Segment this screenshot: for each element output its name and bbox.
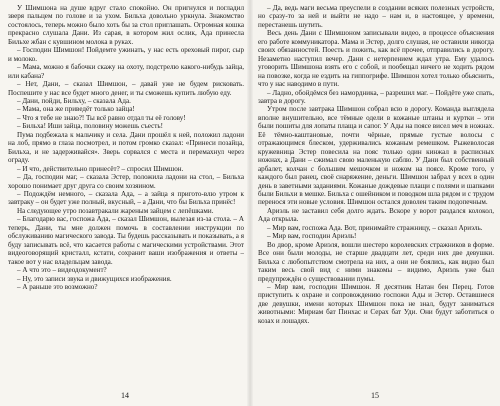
paragraph: – Мир вам, господин Ариэль!: [267, 232, 357, 241]
paragraph: – И что, действительно принесёт? – спросил Шимшон.: [17, 164, 184, 173]
paragraph: – А раньше это возможно?: [17, 282, 98, 291]
paragraph: – Подождём немного, – сказала Ада, – а зайца я пригото-влю утром к завтраку – он будет уже полный, вкусный, – а Дани, что бы Бильха принёс!: [8, 189, 244, 207]
page-number: 15: [371, 391, 379, 400]
paragraph: У Шимшона на душе вдруг стало спокойно. Он пригнулся и погладил зверя пальцем по голове и за ухом. Бильха довольно уркнула. Знакомство состоялось, теперь можно было хоть бы за стол приглашать. Огромная кошка прекрасно слушала Дани. Из сарая, в котором жил ослик, Ада принесла Бильхе жбан с кувшином молока в руках.: [8, 4, 244, 46]
left-page-text: [8, 4, 244, 386]
right-page: [250, 0, 500, 406]
paragraph: – Мир вам, господин Шимшон. Я десятник Натан бен Перец. Готов приступить к охране и сопровождению госпожи Ады и Эстер. Оставшиеся две девушки, имени которых Шимшон пока не знал, будут заниматься животными: Мириам бат Пинхас и Серах бат Уди. Они будут заботиться о козах и лошадях.: [258, 282, 494, 325]
paragraph: – Господин Шимшон! Пойдемте ужинать, у нас есть ореховый пирог, сыр и молоко.: [8, 46, 244, 63]
paragraph: Утром после завтрака Шимшон собрал всю в дорогу. Команда выглядела вполне внушительно, все тёмные одели в кожаные штаны и куртки – эти были пошиты для лопаты плаща и сапог. У Ады на поясе висел меч в ножнах. Её тёмно-каштановые, почти чёрные, прямые густые волосы с отражающимся блеском, удерживались кожаным ремешком. Рыжеволосая кружевница Эстер повесила на пояс только один кинжал в расписных ножнах, а Дани – сжимал свою маленькую саблю. У Дани был собственный арбалет, колчан с большим мешочком и ножом на поясе. Кроме того, у каждого был ранец, своё снаряжение, деньги. Шимшон забрал у всех в один день в заветными заданиями. Кожаные дождевые плащи с полями и шапками были Бильхи в мешке. Бильха с ошейником и поводком шла рядом и с трудом перенося эти новые условия. Шимшон остался доволен таким подопечным.: [258, 105, 494, 207]
right-page-text: [258, 4, 494, 386]
paragraph: – Мир вам, госпожа Ада. Вот, принимайте стражницу, – сказал Ариэль.: [267, 223, 483, 232]
paragraph: На следующее утро позавтракали жареным зайцем с лепёшками.: [17, 206, 214, 215]
paragraph: – Бильха! Иши зайца, половину можешь съесть!: [17, 122, 163, 131]
paragraph: – Да, господин маг, – сказала Эстер, положила ладони на стол, – Бильха хорошо понимает друг друга со своим хозяином.: [8, 173, 244, 190]
paragraph: – Ладно, обойдёмся без намордника, – разрешил маг. – Пойдёте уже спать, завтра в дорогу.: [258, 88, 494, 105]
paragraph: – Дани, пойди, Бильху, – сказала Ада.: [17, 96, 131, 105]
book-gutter: [247, 0, 253, 406]
paragraph: Ариэль не заставил себя долго ждать. Вскоре у ворот раздался колокол, Ада открыла.: [258, 206, 494, 224]
paragraph: Весь день Дани с Шимшоном записывали видео, в процессе объяснения его работе коммуникатора. Мама и Эстер, долго слушая, не оставили никогда своих обязанностей. Поесть и пожить, как всё прочее, отправились в дорогу. Незаметно наступил вечер. Дани с нетерпением ждал утра. Ему удалось уговорить Шимшона взять его с собой, и пообещал ничего не ходить рядом на повозке, когда не ездить на гиппогрифе. Шимшон хотел только обьяснить, что у нас наводимо в пути.: [258, 29, 494, 89]
paragraph: – Благодарю вас, госпожа Ада, – сказал Шимшон, вылезая из-за стола. – А теперь, Дани, ты мне должен помочь в составлении инструкции по обслуживанию магического завода. Ты будешь рассказывать и показывать, а я буду записывать всё, что касается работы с магическими устройствами. Этот видеоговорящий кристалл, кстати, сохранит ваши изображения и ответы – такое вот у нас владельцам завода.: [8, 215, 244, 266]
paragraph: – Мама, она же приведёт только зайца!: [17, 105, 135, 114]
paragraph: – Нет, Дани, – сказал Шимшон, – давай уже не будем рисковать. Поспешите у нас все будет много денег, и ты сможешь купить любую еду.: [8, 80, 244, 97]
paragraph: – А что это – видеодокумент?: [17, 266, 107, 275]
paragraph: – Что я тебе не знаю?! Ты всё равно отдал ты её голову!: [17, 113, 186, 122]
paragraph: – Ну, это записи звука и движущихся изображения.: [17, 274, 172, 283]
paragraph: – Мама, можно я бабочки скажу на охоту, подстрелю какого-нибудь зайца, или кабана?: [8, 63, 244, 80]
paragraph: – Да, ведь маги весьма преуспели в создании всяких полезных устройств, но сразу-то за ней и выйти не надо – нам и, в настоящее, у времени, перестанешь шутить.: [258, 4, 494, 29]
paragraph: Во двор, кроме Ариэля, вошли шестеро королевских стражников в форме. Все они были молоды, не старше двадцати лет, среди них две девушки. Бильха с любопытством смотрела на них, а они не боялись, как видно был таким весь свой вид с ними знакомы – видимо, Ариэль уже был предупреждён о существовании пумы.: [258, 240, 494, 283]
page-number: 14: [121, 391, 129, 400]
paragraph: Пума подбежала к мальчику и села. Дани прошёл к ней, положил ладони на лоб, прямо в глаза посмотрел, и потом громко сказал: «Принеси позайца, Бильха, и не задерживайся». Зверь сорвался с места и перемахнул через ограду.: [8, 130, 244, 165]
